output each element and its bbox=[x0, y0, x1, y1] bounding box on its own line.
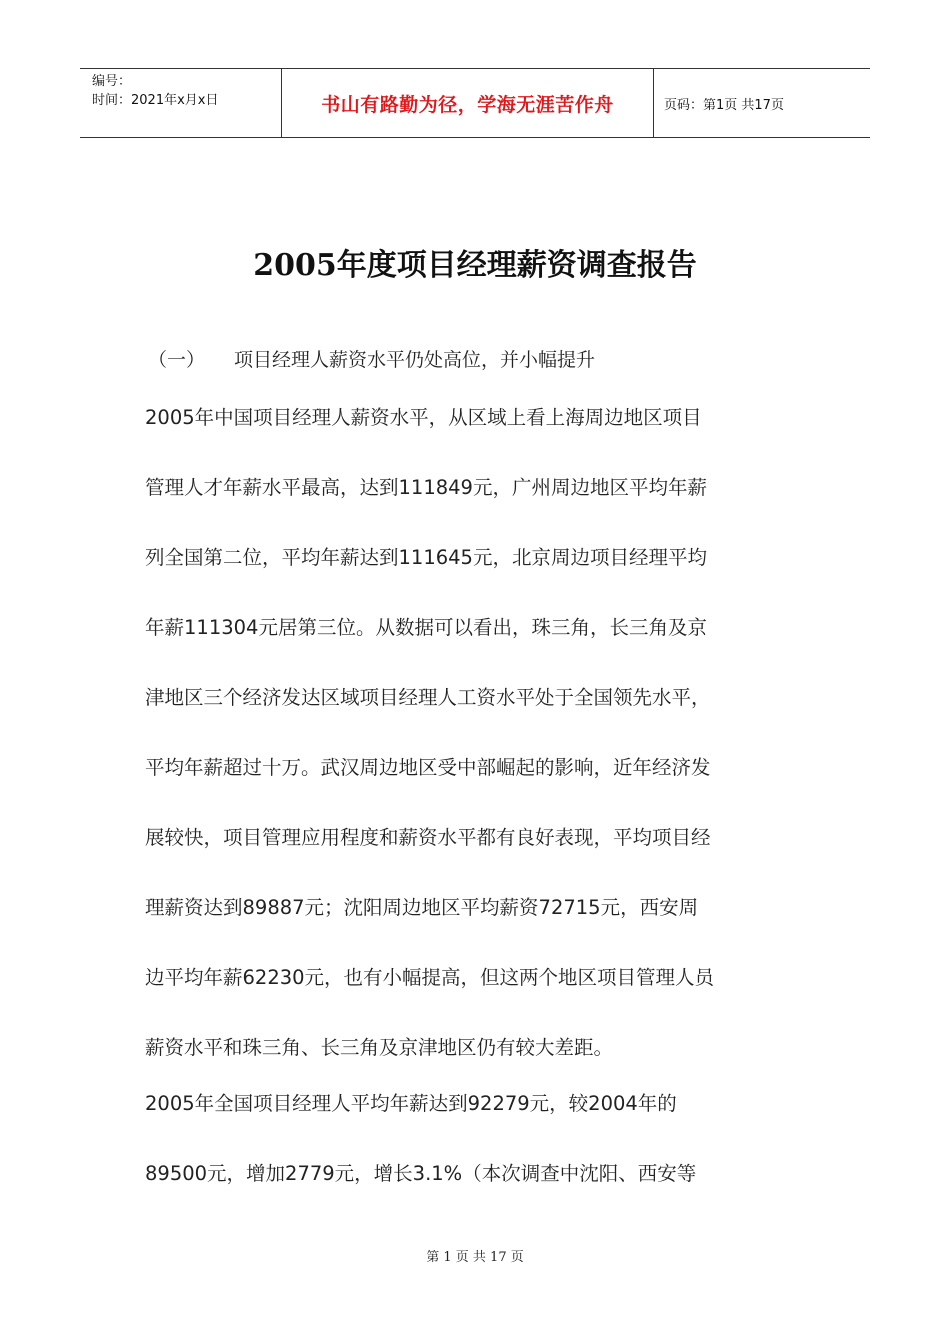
header-meta-cell bbox=[80, 69, 282, 137]
paragraph-line: 平均年薪超过十万。武汉周边地区受中部崛起的影响，近年经济发 bbox=[145, 756, 711, 779]
section-heading bbox=[148, 345, 595, 372]
motto-text: 书山有路勤为径，学海无涯苦作舟 bbox=[321, 93, 614, 116]
date-label: 时间：2021年x月x日 bbox=[92, 93, 219, 108]
paragraph-line: 薪资水平和珠三角、长三角及京津地区仍有较大差距。 bbox=[145, 1036, 614, 1059]
section-heading-text: 项目经理人薪资水平仍处高位，并小幅提升 bbox=[234, 349, 596, 371]
paragraph-line: 89500元，增加2779元，增长3.1%（本次调查中沈阳、西安等 bbox=[145, 1162, 697, 1185]
section-number: （一） bbox=[148, 349, 206, 371]
paragraph-line: 列全国第二位，平均年薪达到111645元，北京周边项目经理平均 bbox=[145, 546, 707, 569]
header-table bbox=[80, 68, 870, 138]
paragraph-2 bbox=[145, 1090, 825, 1230]
header-motto-cell bbox=[282, 69, 654, 137]
paragraph-line: 边平均年薪62230元，也有小幅提高，但这两个地区项目管理人员 bbox=[145, 966, 715, 989]
serial-number-label: 编号： bbox=[92, 74, 132, 89]
paragraph-1 bbox=[145, 404, 825, 1104]
paragraph-line: 2005年中国项目经理人薪资水平，从区域上看上海周边地区项目 bbox=[145, 406, 702, 429]
paragraph-line: 管理人才年薪水平最高，达到111849元，广州周边地区平均年薪 bbox=[145, 476, 707, 499]
header-page-cell bbox=[654, 69, 870, 137]
paragraph-line: 津地区三个经济发达区域项目经理人工资水平处于全国领先水平， bbox=[145, 686, 711, 709]
page-info: 页码：第1页 共17页 bbox=[664, 97, 784, 113]
paragraph-line: 理薪资达到89887元；沈阳周边地区平均薪资72715元，西安周 bbox=[145, 896, 699, 919]
page-footer: 第 1 页 共 17 页 bbox=[426, 1250, 524, 1265]
paragraph-line: 年薪111304元居第三位。从数据可以看出，珠三角，长三角及京 bbox=[145, 616, 707, 639]
paragraph-line: 展较快，项目管理应用程度和薪资水平都有良好表现，平均项目经 bbox=[145, 826, 711, 849]
paragraph-line: 2005年全国项目经理人平均年薪达到92279元，较2004年的 bbox=[145, 1092, 677, 1115]
document-title: 2005年度项目经理薪资调查报告 bbox=[253, 248, 697, 283]
